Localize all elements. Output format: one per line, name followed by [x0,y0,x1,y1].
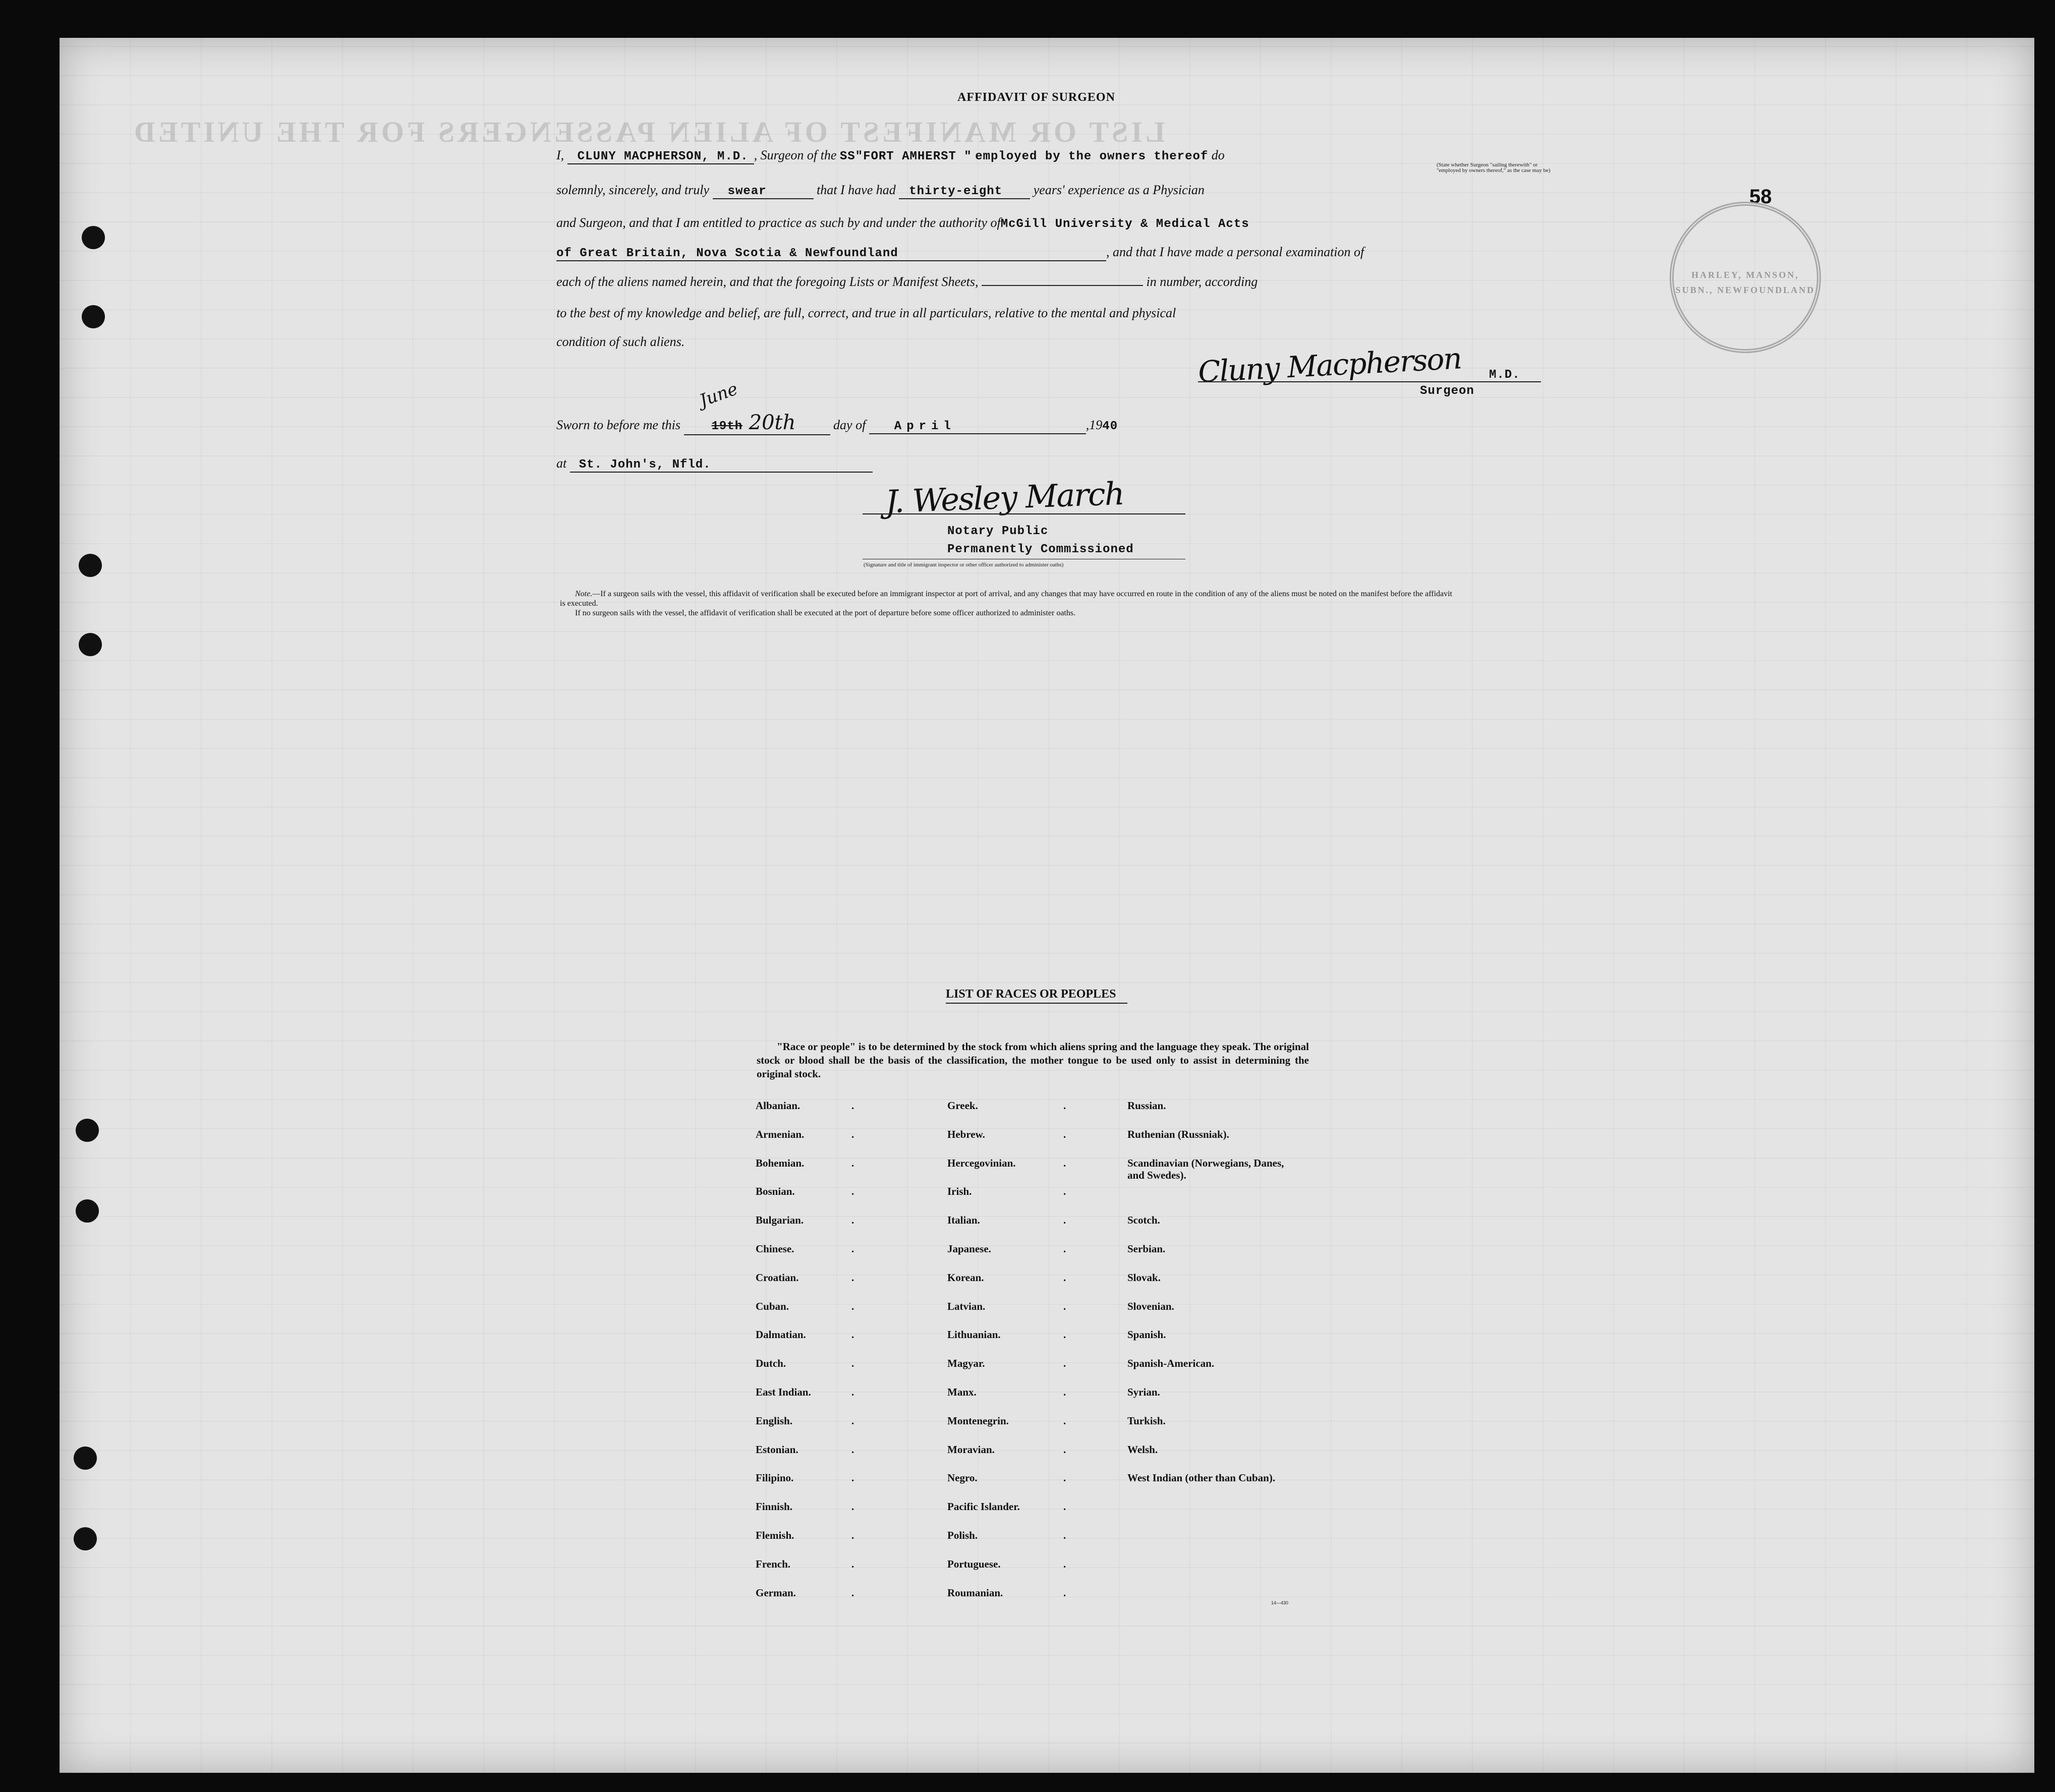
dot-leader: . [1063,1472,1066,1484]
struck-day: 19th [711,420,743,433]
race-item: Spanish. [1127,1328,1166,1341]
punch-hole [79,633,102,656]
affidavit-notes [560,589,1458,618]
dot-leader: . [851,1271,854,1284]
dot-leader: . [1063,1386,1066,1398]
race-item: West Indian (other than Cuban). [1127,1472,1276,1484]
employment-status: employed by the owners thereof [975,150,1209,163]
races-intro: "Race or people" is to be determined by the stock from which aliens spring and the language they speak. The original stock or blood shall be the basis of the classification, the mother tongue to be used only to assist in determining the original stock. [757,1040,1309,1080]
dot-leader: . [851,1586,854,1599]
affidavit-line-6: to the best of my knowledge and belief, are full, correct, and true in all particulars, relative to the mental and physical [556,306,1176,320]
authority-line-1: McGill University & Medical Acts [1000,217,1249,231]
race-item: Japanese. . [947,1243,1066,1255]
month-value: April [894,420,956,433]
race-item: Finnish. . [756,1500,854,1513]
race-item: Dutch. . [756,1357,854,1370]
dot-leader: . [851,1557,854,1570]
race-item: Russian. [1127,1100,1166,1112]
race-item: Pacific Islander. . [947,1500,1066,1513]
race-item: Syrian. [1127,1386,1160,1398]
race-item: Albanian. . [756,1100,854,1112]
affidavit-line-3 [556,215,1249,231]
race-item: Bulgarian. . [756,1214,854,1227]
text-have-had: that I have had [817,183,896,197]
bleed-through-heading: LIST OR MANIFEST OF ALIEN PASSENGERS FOR THE UNITED [131,115,1165,148]
affidavit-line-4 [556,245,1364,261]
race-item: Welsh. [1127,1443,1158,1456]
dot-leader: . [851,1443,854,1456]
punch-hole [82,226,105,249]
punch-hole [76,1119,99,1142]
race-item: Roumanian. . [947,1586,1066,1599]
race-item: Chinese. . [756,1243,854,1255]
race-item: Montenegrin. . [947,1414,1066,1427]
affidavit-line-2 [556,183,1205,199]
affidavit-line-1 [556,148,1225,164]
dot-leader: . [1063,1243,1066,1255]
note-2: If no surgeon sails with the vessel, the affidavit of verification shall be executed at the port of departure before some officer authorized to administer oaths. [575,609,1076,617]
place-line [556,456,873,473]
race-item: Negro. . [947,1472,1066,1484]
race-item: Lithuanian. . [947,1328,1066,1341]
race-item: Moravian. . [947,1443,1066,1456]
race-item: Manx. . [947,1386,1066,1398]
dot-leader: . [851,1157,854,1169]
notary-signature-line [863,513,1185,514]
race-item: Scandinavian (Norwegians, Danes, and Swedes). [1127,1157,1284,1181]
text-at: at [556,456,567,471]
race-item: French. . [756,1557,854,1570]
race-item: Estonian. . [756,1443,854,1456]
dot-leader: . [851,1500,854,1513]
notary-commission: Permanently Commissioned [947,543,1134,556]
dot-leader: . [1063,1443,1066,1456]
race-item: Cuban. . [756,1300,854,1312]
punch-hole [82,305,105,328]
dot-leader: . [1063,1128,1066,1140]
dot-leader: . [1063,1214,1066,1227]
race-item: Irish. . [947,1185,1066,1198]
race-item: Turkish. [1127,1414,1166,1427]
form-code: 14—430 [1271,1600,1289,1605]
years-experience: thirty-eight [909,185,1003,198]
signature-suffix: M.D. [1489,368,1520,382]
dot-leader: . [851,1300,854,1312]
punch-hole [76,1199,99,1223]
day-correction: June [697,378,740,412]
dot-leader: . [851,1243,854,1255]
race-item: German. . [756,1586,854,1599]
vessel-prefix: SS [839,150,855,163]
dot-leader: . [851,1472,854,1484]
dot-leader: . [1063,1529,1066,1541]
race-item: Korean. . [947,1271,1066,1284]
punch-hole [74,1527,97,1550]
dot-leader: . [1063,1586,1066,1599]
race-item: Dalmatian. . [756,1328,854,1341]
race-item: Hebrew. . [947,1128,1066,1140]
race-item: Polish. . [947,1529,1066,1541]
text-solemnly: solemnly, sincerely, and truly [556,183,710,197]
race-item: Armenian. . [756,1128,854,1140]
dot-leader: . [851,1214,854,1227]
dot-leader: . [851,1357,854,1370]
race-item: East Indian. . [756,1386,854,1398]
race-item: Italian. . [947,1214,1066,1227]
dot-leader: . [1063,1500,1066,1513]
day-value: 20th [749,411,796,434]
dot-leader: . [851,1100,854,1112]
dot-leader: . [851,1386,854,1398]
notary-title: Notary Public [947,525,1049,538]
notary-signature: J. Wesley March [884,475,1124,521]
dot-leader: . [1063,1300,1066,1312]
authority-line-2: of Great Britain, Nova Scotia & Newfoundland [556,247,898,260]
text-surgeon-of: , Surgeon of the [754,148,837,162]
text-do: do [1211,148,1225,162]
races-title: LIST OF RACES OR PEOPLES [946,988,1116,1001]
oath-word: swear [727,185,767,198]
dot-leader: . [851,1529,854,1541]
affidavit-line-7: condition of such aliens. [556,334,685,349]
dot-leader: . [851,1185,854,1198]
text-sworn: Sworn to before me this [556,418,681,432]
surgeon-signature: Cluny Macpherson [1197,341,1462,389]
text-authority: and Surgeon, and that I am entitled to practice as such by and under the authority of [556,215,1001,230]
race-item: Spanish-American. [1127,1357,1215,1370]
officer-note: (Signature and title of immigrant inspector or other officer authorized to administer oaths) [864,562,1064,568]
vessel-name: "FORT AMHERST " [855,150,972,163]
dot-leader: . [1063,1271,1066,1284]
place-value: St. John's, Nfld. [579,458,711,472]
race-item: Filipino. . [756,1472,854,1484]
seal-stamp [1670,202,1821,353]
note-label: Note. [575,590,593,598]
year-value: 40 [1102,420,1118,433]
text-years-experience: years' experience as a Physician [1033,183,1205,197]
year-prefix: 19 [1089,418,1103,432]
page-number: 58 [1749,186,1772,208]
race-item: Portuguese. . [947,1557,1066,1570]
punch-hole [79,554,102,577]
race-item: Slovenian. [1127,1300,1174,1312]
dot-leader: . [1063,1185,1066,1198]
race-item: Magyar. . [947,1357,1066,1370]
affidavit-title: AFFIDAVIT OF SURGEON [957,91,1115,104]
dot-leader: . [851,1128,854,1140]
dot-leader: . [851,1328,854,1341]
race-item: Slovak. [1127,1271,1161,1284]
dot-leader: . [851,1414,854,1427]
text-day-of: day of [833,418,866,432]
signature-role: Surgeon [1420,384,1474,398]
text-i: I, [556,148,564,162]
text-in-number: in number, according [1146,274,1258,289]
dot-leader: . [1063,1328,1066,1341]
punch-hole [74,1447,97,1470]
affidavit-line-5 [556,274,1258,290]
race-item: Bosnian. . [756,1185,854,1198]
signature-line [1198,381,1541,382]
race-item: Flemish. . [756,1529,854,1541]
race-item: Serbian. [1127,1243,1166,1255]
race-item: Scotch. [1127,1214,1160,1227]
employment-note: (State whether Surgeon "sailing therewith" or "employed by owners thereof," as the case may be) [1437,162,1551,174]
dot-leader: . [1063,1100,1066,1112]
races-title-underline [946,1003,1127,1004]
seal-text: HARLEY, MANSON, SUBN., NEWFOUNDLAND [1675,270,1815,295]
text-personal-exam: , and that I have made a personal examination of [1106,245,1364,259]
text-foregoing-lists: each of the aliens named herein, and that the foregoing Lists or Manifest Sheets, [556,274,979,289]
dot-leader: . [1063,1414,1066,1427]
race-item: English. . [756,1414,854,1427]
dot-leader: . [1063,1357,1066,1370]
race-item: Bohemian. . [756,1157,854,1169]
race-item: Croatian. . [756,1271,854,1284]
race-item: Greek. . [947,1100,1066,1112]
race-item: Latvian. . [947,1300,1066,1312]
race-item: Ruthenian (Russniak). [1127,1128,1229,1140]
note-1: —If a surgeon sails with the vessel, this affidavit of verification shall be executed before an immigrant inspector at port of arrival, and any changes that may have occurred en route in the condition of any of the aliens must be noted on the manifest before the affidavit is executed. [560,590,1452,608]
surgeon-name: CLUNY MACPHERSON, M.D. [577,150,749,163]
race-item: Hercegovinian. . [947,1157,1066,1169]
sworn-line: Sworn to before me this 19th 20th June day of April ,1940 [556,378,1118,434]
dot-leader: . [1063,1557,1066,1570]
dot-leader: . [1063,1157,1066,1169]
